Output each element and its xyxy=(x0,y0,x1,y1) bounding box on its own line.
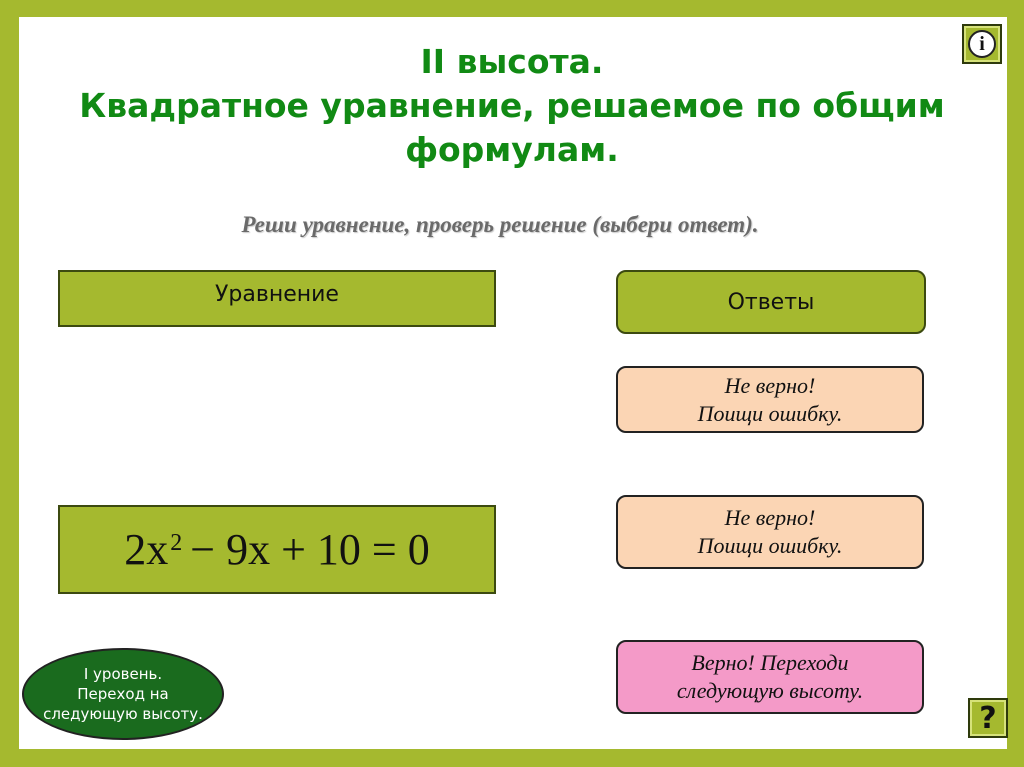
answer-text-line: Не верно! xyxy=(724,372,816,398)
help-icon: ? xyxy=(979,700,997,736)
answer-option-3[interactable] xyxy=(616,640,924,714)
level-button-line: I уровень. xyxy=(83,665,163,683)
answers-header: Ответы xyxy=(616,270,926,334)
help-button[interactable] xyxy=(968,698,1008,738)
title-line-1: II высота. xyxy=(420,42,604,81)
equation-box xyxy=(58,505,496,594)
equation-rest: − 9x + 10 = 0 xyxy=(190,525,430,574)
answer-option-1[interactable] xyxy=(616,366,924,433)
equation-term: 2x xyxy=(124,525,169,574)
answer-text-line: следующую высоту. xyxy=(676,678,864,703)
answer-text-line: Верно! Переходи xyxy=(691,650,849,675)
title-line-2: Квадратное уравнение, решаемое по общим xyxy=(79,86,945,125)
title-line-3: формулам. xyxy=(405,130,619,169)
level-button-line: Переход на xyxy=(77,685,169,703)
answer-text-line: Поищи ошибку. xyxy=(697,400,843,426)
equation-exponent: 2 xyxy=(170,530,183,556)
task-instruction: Реши уравнение, проверь решение (выбери ответ). xyxy=(241,212,759,237)
equation-header: Уравнение xyxy=(58,270,496,327)
answer-option-2[interactable] xyxy=(616,495,924,569)
slide-title xyxy=(0,40,1024,172)
level-one-button[interactable] xyxy=(22,648,224,740)
info-button[interactable] xyxy=(962,24,1002,64)
answer-text-line: Не верно! xyxy=(724,505,816,530)
info-icon: i xyxy=(968,30,996,58)
answer-text-line: Поищи ошибку. xyxy=(697,533,843,558)
level-button-line: следующую высоту. xyxy=(43,705,203,723)
